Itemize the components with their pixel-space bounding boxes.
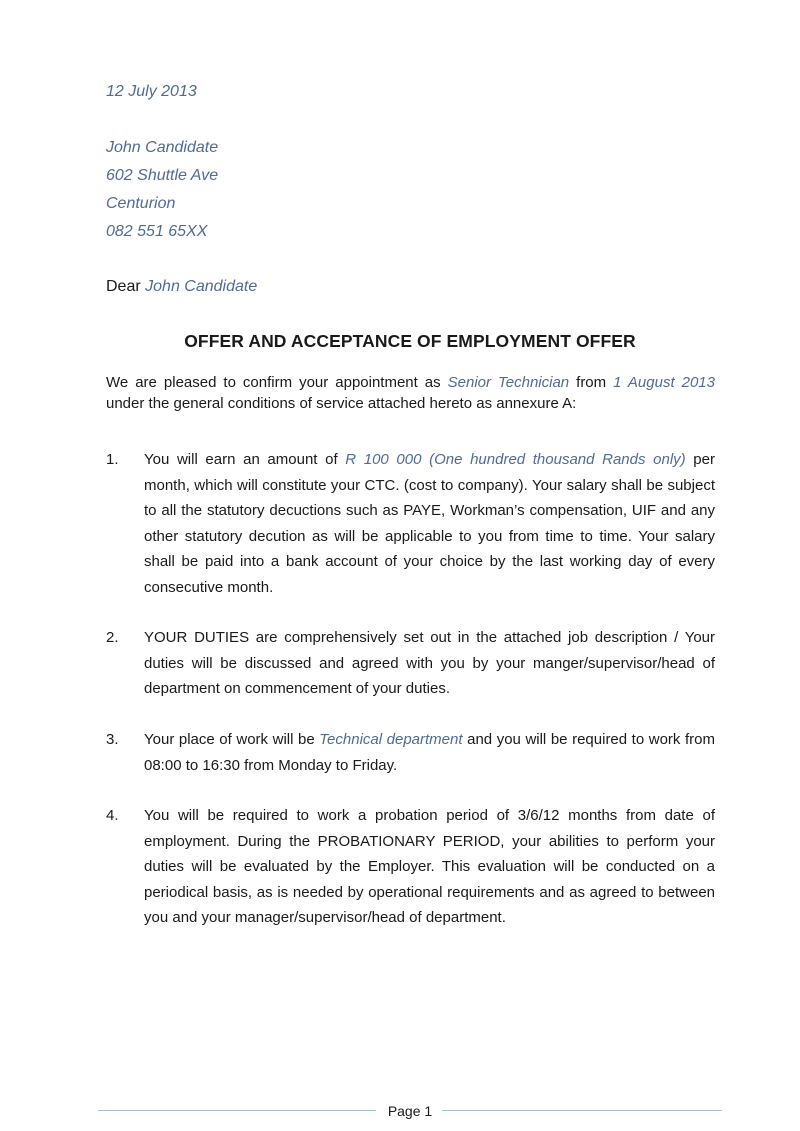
recipient-city: Centurion — [106, 195, 176, 212]
recipient-name: John Candidate — [106, 139, 219, 156]
footer-rule-right — [442, 1110, 722, 1111]
clause-number: 3. — [106, 731, 119, 748]
clause-text: per month, which will constitute your CTC. (cost to company). Your salary shall be subject to all the statutory decuctions such as PAYE, Workman’s compensation, UIF and any other statutory decution as will be applicable to you from time to time. Your salary shall be paid into a bank account of your choice by the last working day of every consecutive month. — [144, 451, 715, 596]
position-title: Senior Technician — [447, 374, 570, 391]
intro-text-1: We are pleased to confirm your appointment as — [106, 374, 448, 391]
clause-place-of-work — [144, 727, 715, 778]
salutation — [106, 277, 257, 297]
department-name: Technical department — [319, 731, 463, 748]
recipient-phone: 082 551 65XX — [106, 223, 208, 240]
salutation-prefix: Dear — [106, 278, 141, 295]
letter-date: 12 July 2013 — [106, 83, 197, 100]
clause-number: 2. — [106, 629, 119, 646]
clause-salary — [144, 447, 715, 601]
intro-text-3: under the general conditions of service attached hereto as annexure A: — [106, 395, 577, 412]
start-date: 1 August 2013 — [613, 374, 715, 391]
clause-text: and you will be required to work from 08:00 to 16:30 from Monday to Friday. — [144, 731, 715, 774]
page-number: Page 1 — [387, 1103, 433, 1119]
clause-number: 1. — [106, 451, 119, 468]
clause-text: Your place of work will be — [144, 731, 320, 748]
salary-amount: R 100 000 (One hundred thousand Rands only) — [345, 451, 686, 468]
intro-paragraph — [106, 372, 715, 414]
clause-probation: You will be required to work a probation period of 3/6/12 months from date of employment. During the PROBATIONARY PERIOD, your abilities to perform your duties will be evaluated by the Employer. This evaluation will be conducted on a periodical basis, as is needed by operational requirements and as agreed to between you and your manager/supervisor/head of department. — [144, 807, 715, 927]
clause-duties: YOUR DUTIES are comprehensively set out in the attached job description / Your duties will be discussed and agreed with you by your manger/supervisor/head of department on commencement of your duties. — [144, 629, 715, 698]
intro-text-2: from — [569, 374, 614, 391]
clause-text: You will earn an amount of — [144, 451, 346, 468]
clause-number: 4. — [106, 807, 119, 824]
salutation-name: John Candidate — [145, 278, 258, 295]
document-title: OFFER AND ACCEPTANCE OF EMPLOYMENT OFFER — [184, 331, 636, 351]
recipient-street: 602 Shuttle Ave — [106, 167, 219, 184]
